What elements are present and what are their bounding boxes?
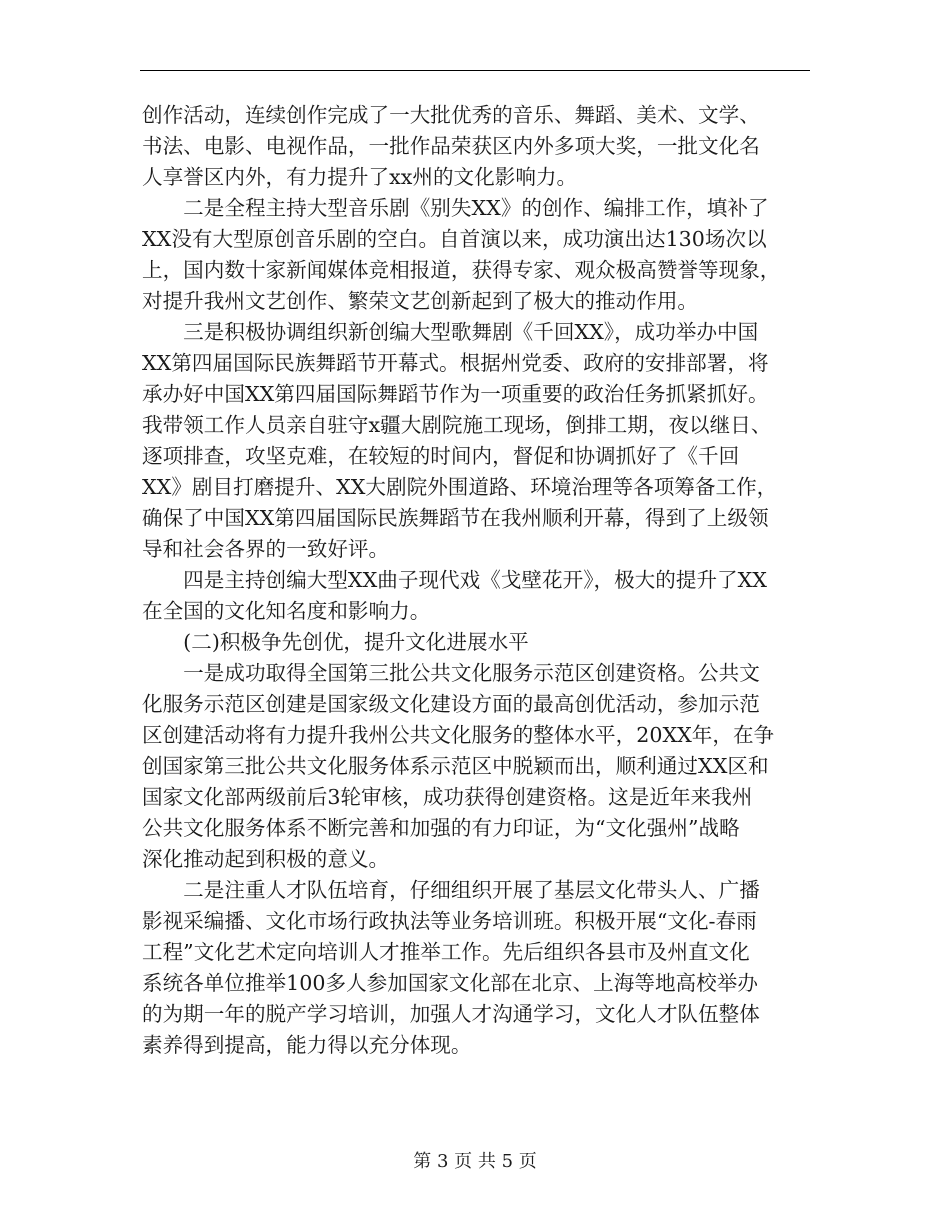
- text-line: 对提升我州文艺创作、繁荣文艺创新起到了极大的推动作用。: [142, 289, 699, 313]
- text-line: 创作活动，连续创作完成了一大批优秀的音乐、舞蹈、美术、文学、: [142, 103, 760, 127]
- text-line: 书法、电影、电视作品，一批作品荣获区内外多项大奖，一批文化名: [142, 134, 760, 158]
- text-line: 创国家第三批公共文化服务体系示范区中脱颖而出，顺利通过XX区和: [142, 754, 769, 778]
- text-line: 公共文化服务体系不断完善和加强的有力印证，为“文化强州”战略: [142, 816, 740, 840]
- text-line: 承办好中国XX第四届国际舞蹈节作为一项重要的政治任务抓紧抓好。: [142, 382, 769, 406]
- text-line: 在全国的文化知名度和影响力。: [142, 599, 431, 623]
- text-line: 素养得到提高，能力得以充分体现。: [142, 1033, 472, 1057]
- text-line: 化服务示范区创建是国家级文化建设方面的最高创优活动，参加示范: [142, 692, 760, 716]
- header-rule: [140, 70, 810, 71]
- text-line: 影视采编播、文化市场行政执法等业务培训班。积极开展“文化-春雨: [142, 909, 757, 933]
- text-line: 国家文化部两级前后3轮审核，成功获得创建资格。这是近年来我州: [142, 785, 753, 809]
- text-line: XX》剧目打磨提升、XX大剧院外围道路、环境治理等各项筹备工作，: [142, 475, 778, 499]
- section-heading: (二)积极争先创优，提升文化进展水平: [142, 630, 529, 654]
- text-line: 二是注重人才队伍培育，仔细组织开展了基层文化带头人、广播: [142, 878, 760, 902]
- text-line: XX没有大型原创音乐剧的空白。自首演以来，成功演出达130场次以: [142, 227, 767, 251]
- text-line: XX第四届国际民族舞蹈节开幕式。根据州党委、政府的安排部署，将: [142, 351, 769, 375]
- text-line: 上，国内数十家新闻媒体竞相报道，获得专家、观众极高赞誉等现象，: [142, 258, 781, 282]
- text-line: 人享誉区内外，有力提升了xx州的文化影响力。: [142, 165, 578, 189]
- text-line: 四是主持创编大型XX曲子现代戏《戈壁花开》，极大的提升了XX: [142, 568, 767, 592]
- page-number: 第 3 页 共 5 页: [413, 1151, 537, 1172]
- text-line: 深化推动起到积极的意义。: [142, 847, 390, 871]
- text-line: 我带领工作人员亲自驻守x疆大剧院施工现场，倒排工期，夜以继日、: [142, 413, 772, 437]
- text-line: 二是全程主持大型音乐剧《别失XX》的创作、编排工作，填补了: [142, 196, 769, 220]
- document-body: [142, 100, 812, 1061]
- text-line: 逐项排查，攻坚克难，在较短的时间内，督促和协调抓好了《千回: [142, 444, 740, 468]
- text-line: 工程”文化艺术定向培训人才推举工作。先后组织各县市及州直文化: [142, 940, 750, 964]
- text-line: 区创建活动将有力提升我州公共文化服务的整体水平，20XX年，在争: [142, 723, 775, 747]
- text-line: 一是成功取得全国第三批公共文化服务示范区创建资格。公共文: [142, 661, 760, 685]
- text-line: 确保了中国XX第四届国际民族舞蹈节在我州顺利开幕，得到了上级领: [142, 506, 769, 530]
- text-line: 系统各单位推举100多人参加国家文化部在北京、上海等地高校举办: [142, 971, 758, 995]
- text-line: 导和社会各界的一致好评。: [142, 537, 390, 561]
- text-line: 的为期一年的脱产学习培训，加强人才沟通学习，文化人才队伍整体: [142, 1002, 760, 1026]
- text-line: 三是积极协调组织新创编大型歌舞剧《千回XX》，成功举办中国: [142, 320, 759, 344]
